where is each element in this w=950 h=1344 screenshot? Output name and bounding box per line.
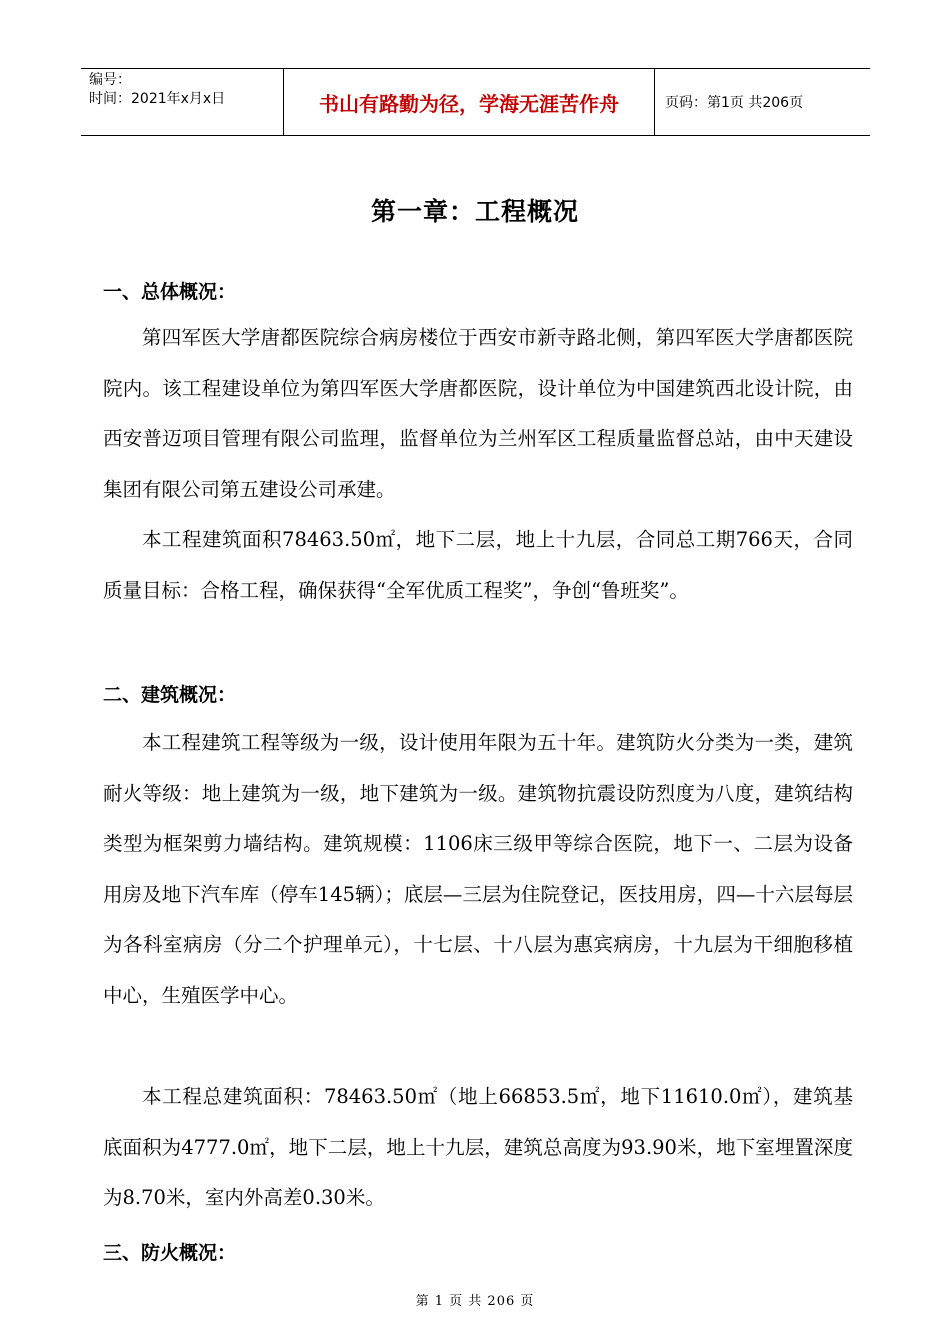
header-page-info: 页码：第1页 共206页 [665,95,804,111]
date-label: 时间：2021年x月x日 [89,91,226,107]
paragraph-architecture-1: 本工程建筑工程等级为一级，设计使用年限为五十年。建筑防火分类为一类，建筑耐火等级：地上建筑为一级，地下建筑为一级。建筑物抗震设防烈度为八度，建筑结构类型为框架剪力墙结构。建筑规模：1106床三级甲等综合医院，地下一、二层为设备用房及地下汽车库（停车145辆）；底层—三层为住院登记，医技用房，四—十六层每层为各科室病房（分二个护理单元），十七层、十八层为惠宾病房，十九层为干细胞移植中心，生殖医学中心。 [103,731,853,1007]
header-meta [81,69,283,135]
page-header [81,68,870,136]
paragraph-overview-2: 本工程建筑面积78463.50㎡，地下二层，地上十九层，合同总工期766天，合同质量目标：合格工程，确保获得“全军优质工程奖”，争创“鲁班奖”。 [103,528,853,602]
page-footer: 第 1 页 共 206 页 [415,1294,535,1309]
chapter-title: 第一章：工程概况 [370,197,579,226]
paragraph-architecture-2: 本工程总建筑面积：78463.50㎡（地上66853.5㎡，地下11610.0㎡），建筑基底面积为4777.0㎡，地下二层，地上十九层，建筑总高度为93.90米，地下室埋置深度为8.70米，室内外高差0.30米。 [103,1085,853,1209]
paragraph-overview-1: 第四军医大学唐都医院综合病房楼位于西安市新寺路北侧，第四军医大学唐都医院院内。该工程建设单位为第四军医大学唐都医院，设计单位为中国建筑西北设计院，由西安普迈项目管理有限公司监理，监督单位为兰州军区工程质量监督总站，由中天建设集团有限公司第五建设公司承建。 [103,326,853,501]
header-motto: 书山有路勤为径，学海无涯苦作舟 [283,69,655,135]
section-heading-fire: 三、防火概况： [103,1242,237,1264]
serial-label: 编号： [89,72,131,88]
section-heading-overview: 一、总体概况： [103,281,237,303]
section-heading-architecture: 二、建筑概况： [103,684,237,706]
